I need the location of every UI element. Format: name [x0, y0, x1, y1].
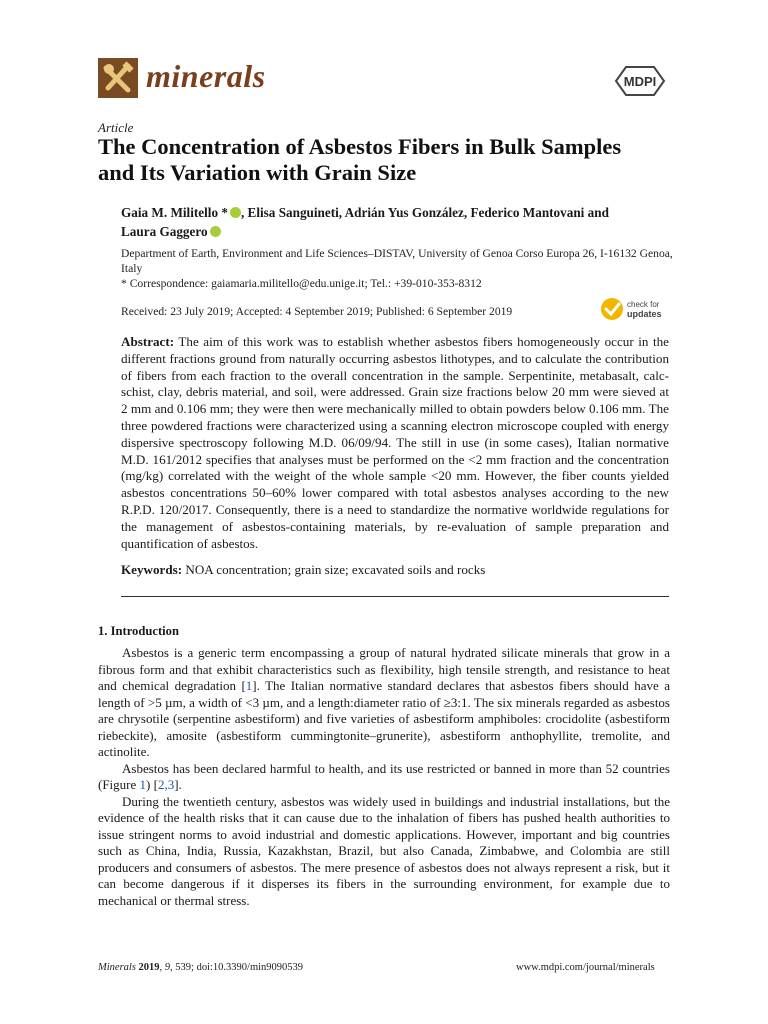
- paragraph-3: During the twentieth century, asbestos was widely used in buildings and industrial installations, but the evidence of the health risks that it can cause due to the inhalation of fibers has pushed health authorities to issue stringent norms to avoid industrial and domestic applications. However, important and big countries such as China, India, Russia, Kazakhstan, Brazil, but also Canada, Zimbabwe, and Colombia are still producers and consumers of asbestos. The mere presence of asbestos does not always represent a risk, but it can become dangerous if it disperses its fibers in the surrounding environment, for example due to mechanical or thermal stress.: [98, 793, 670, 908]
- section-body: [98, 645, 670, 909]
- correspondence: * Correspondence: gaiamaria.militello@edu.unige.it; Tel.: +39-010-353-8312: [121, 277, 482, 290]
- abstract: [121, 334, 669, 552]
- author-list: [121, 203, 681, 241]
- orcid-icon[interactable]: [230, 207, 241, 218]
- keywords-label: Keywords:: [121, 562, 183, 577]
- keywords: [121, 562, 669, 579]
- section-divider: [121, 596, 669, 597]
- mdpi-logo-icon: [610, 64, 670, 98]
- figure-link[interactable]: 1: [139, 777, 147, 792]
- paragraph-2: Asbestos has been declared harmful to health, and its use restricted or banned in more than 52 countries (Figure 1) [2,3].: [98, 760, 670, 792]
- paper-title: The Concentration of Asbestos Fibers in Bulk Samples and Its Variation with Grain Size: [98, 134, 622, 185]
- abstract-label: Abstract:: [121, 334, 175, 349]
- section-heading: 1. Introduction: [98, 624, 179, 638]
- footer-citation: Minerals 2019, 9, 539; doi:10.3390/min9090539: [98, 962, 304, 973]
- paragraph-1: Asbestos is a generic term encompassing a group of natural hydrated silicate minerals that grow in a fibrous form and that exhibit characteristics such as flexibility, high tensile strength, and resistance to heat and chemical degradation [1]. The Italian normative standard declares that asbestos fibers should have a length of >5 µm, a width of <3 µm, and a length:diameter ratio of ≥3:1. The six minerals regarded as asbestos are chrysotile (serpentine asbestiform) and five varieties of asbestiform amphiboles: crocidolite (asbestiform riebeckite), amosite (asbestiform cummingtonite–grunerite), asbestiform anthophyllite, tremolite, and actinolite.: [98, 645, 670, 759]
- citation-link[interactable]: 2,3: [157, 777, 175, 792]
- publisher-label: MDPI: [623, 74, 657, 89]
- orcid-icon[interactable]: [210, 226, 221, 237]
- footer-url[interactable]: www.mdpi.com/journal/minerals: [516, 962, 655, 973]
- citation-link[interactable]: 1: [245, 678, 253, 693]
- check-for-updates-badge[interactable]: [600, 296, 680, 322]
- author-1[interactable]: Gaia M. Militello *: [121, 205, 228, 220]
- abstract-text: The aim of this work was to establish whether asbestos fibers homogeneously occur in the different fractions ground from naturally occurring asbestos lithotypes, and to calculate the contribution of fibers from each fraction to the overall concentration in the sample. Serpentinite, metabasalt, calc-schist, clay, debris material, and soil, were addressed. Grain size fractions below 20 mm were sieved at 2 mm and 0.106 mm; they were then were mechanically milled to obtain powders below 0.106 mm. The three powdered fractions were characterized using a scanning electron microscope coupled with energy dispersive spectroscopy following M.D. 06/09/94. The still in use (in some cases), Italian normative M.D. 161/2012 specifies that analyses must be performed on the <2 mm fraction and the concentration (mg/kg) correlated with the weight of the whole sample <20 mm. However, the fiber counts yielded asbestos concentrations 50–60% lower compared with total asbestos analyses according to the new R.P.D. 120/2017. Consequently, there is a need to standardize the normative worldwide regulations for the management of asbestos-containing materials, by re-evaluation of sample preparation and quantification of asbestos.: [121, 334, 669, 551]
- journal-logo-icon: [98, 58, 138, 98]
- journal-name: minerals: [146, 58, 266, 94]
- check-line2: updates: [627, 309, 662, 319]
- author-last[interactable]: Laura Gaggero: [121, 224, 208, 239]
- publication-dates: Received: 23 July 2019; Accepted: 4 September 2019; Published: 6 September 2019: [121, 305, 513, 318]
- article-type: Article: [98, 120, 134, 135]
- check-line1: check for: [627, 300, 660, 309]
- affiliation-dept: Department of Earth, Environment and Life Sciences–DISTAV, University of Genoa Corso Europa 26, I-16132 Genoa, Italy: [121, 247, 673, 275]
- affiliations: [121, 246, 681, 291]
- authors-rest: , Elisa Sanguineti, Adrián Yus González, Federico Mantovani and: [240, 205, 609, 220]
- keywords-text: NOA concentration; grain size; excavated soils and rocks: [185, 562, 486, 577]
